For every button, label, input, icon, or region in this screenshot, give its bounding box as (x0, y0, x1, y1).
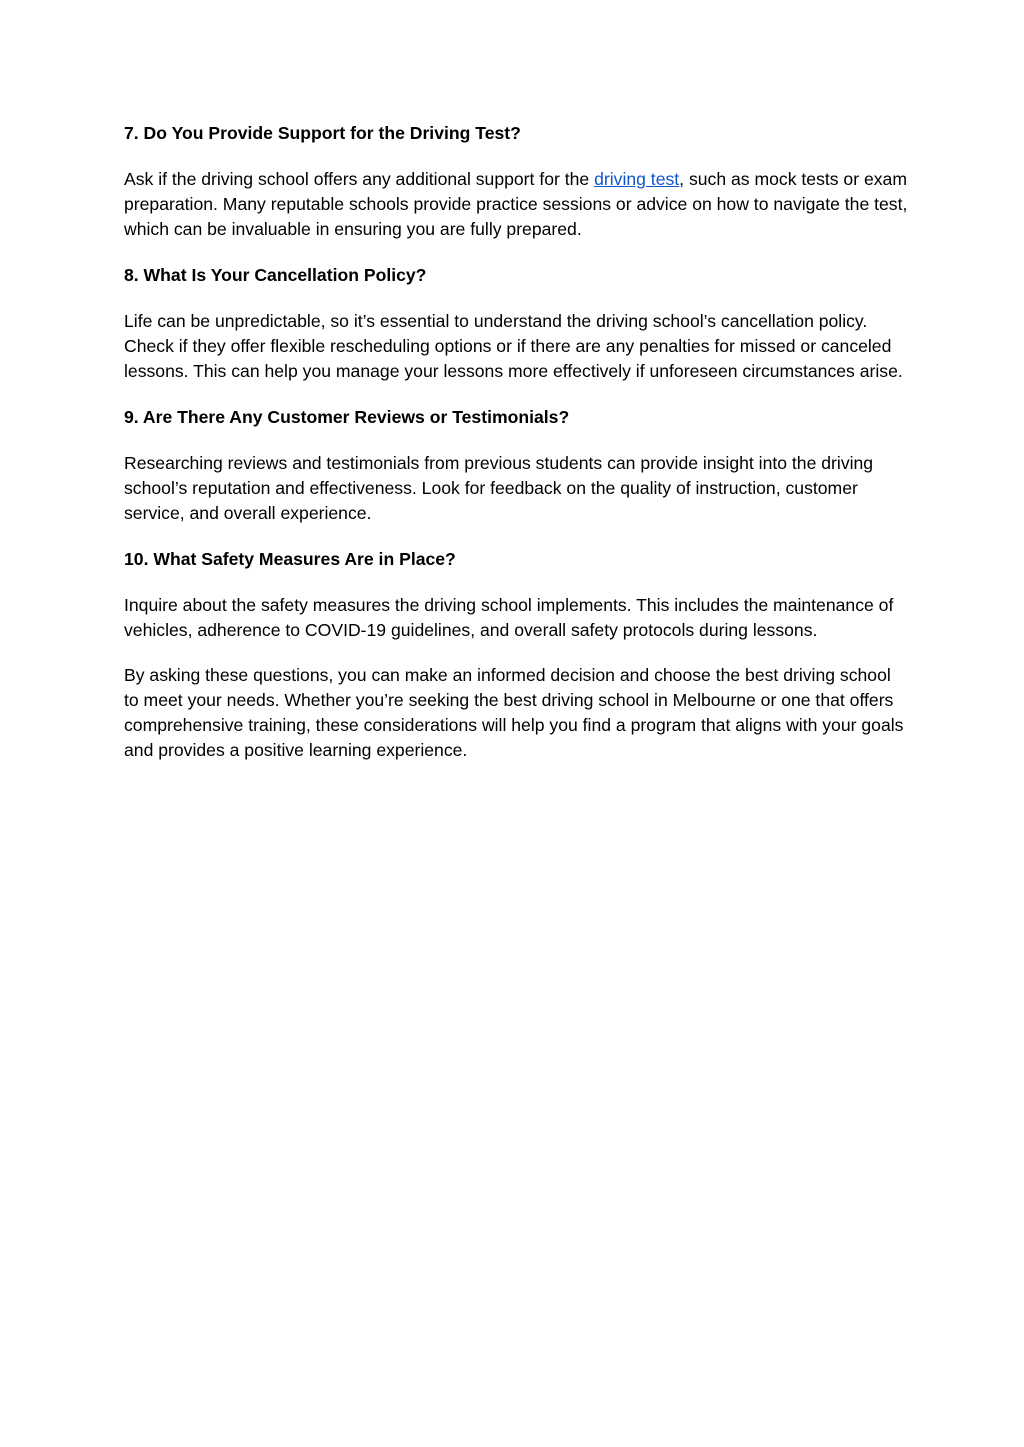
paragraph-driving-test-support (124, 167, 909, 242)
paragraph-cancellation-policy: Life can be unpredictable, so it’s essential to understand the driving school’s cancellation policy. Check if they offer flexible rescheduling options or if there are any penalties for missed or canceled lessons. This can help you manage your lessons more effectively if unforeseen circumstances arise. (124, 311, 903, 381)
heading-driving-test-support: 7. Do You Provide Support for the Driving Test? (124, 123, 521, 143)
driving-test-link[interactable]: driving test (594, 169, 680, 189)
paragraph-text-after-link: , such as mock tests or exam preparation. Many reputable schools provide practice sessions or advice on how to navigate the test, which can be invaluable in ensuring you are fully prepared. (124, 169, 908, 239)
paragraph-customer-reviews: Researching reviews and testimonials from previous students can provide insight into the driving school’s reputation and effectiveness. Look for feedback on the quality of instruction, customer service, and overall experience. (124, 453, 874, 523)
paragraph-conclusion: By asking these questions, you can make an informed decision and choose the best driving school to meet your needs. Whether you’re seeking the best driving school in Melbourne or one that offers comprehensive training, these considerations will help you find a program that aligns with your goals and provides a positive learning experience. (124, 665, 904, 760)
document-page (124, 121, 909, 763)
heading-safety-measures: 10. What Safety Measures Are in Place? (124, 549, 456, 569)
paragraph-safety-measures: Inquire about the safety measures the driving school implements. This includes the maintenance of vehicles, adherence to COVID-19 guidelines, and overall safety protocols during lessons. (124, 595, 894, 640)
heading-customer-reviews: 9. Are There Any Customer Reviews or Testimonials? (124, 407, 570, 427)
heading-cancellation-policy: 8. What Is Your Cancellation Policy? (124, 265, 427, 285)
paragraph-text-before-link: Ask if the driving school offers any additional support for the (124, 169, 595, 189)
